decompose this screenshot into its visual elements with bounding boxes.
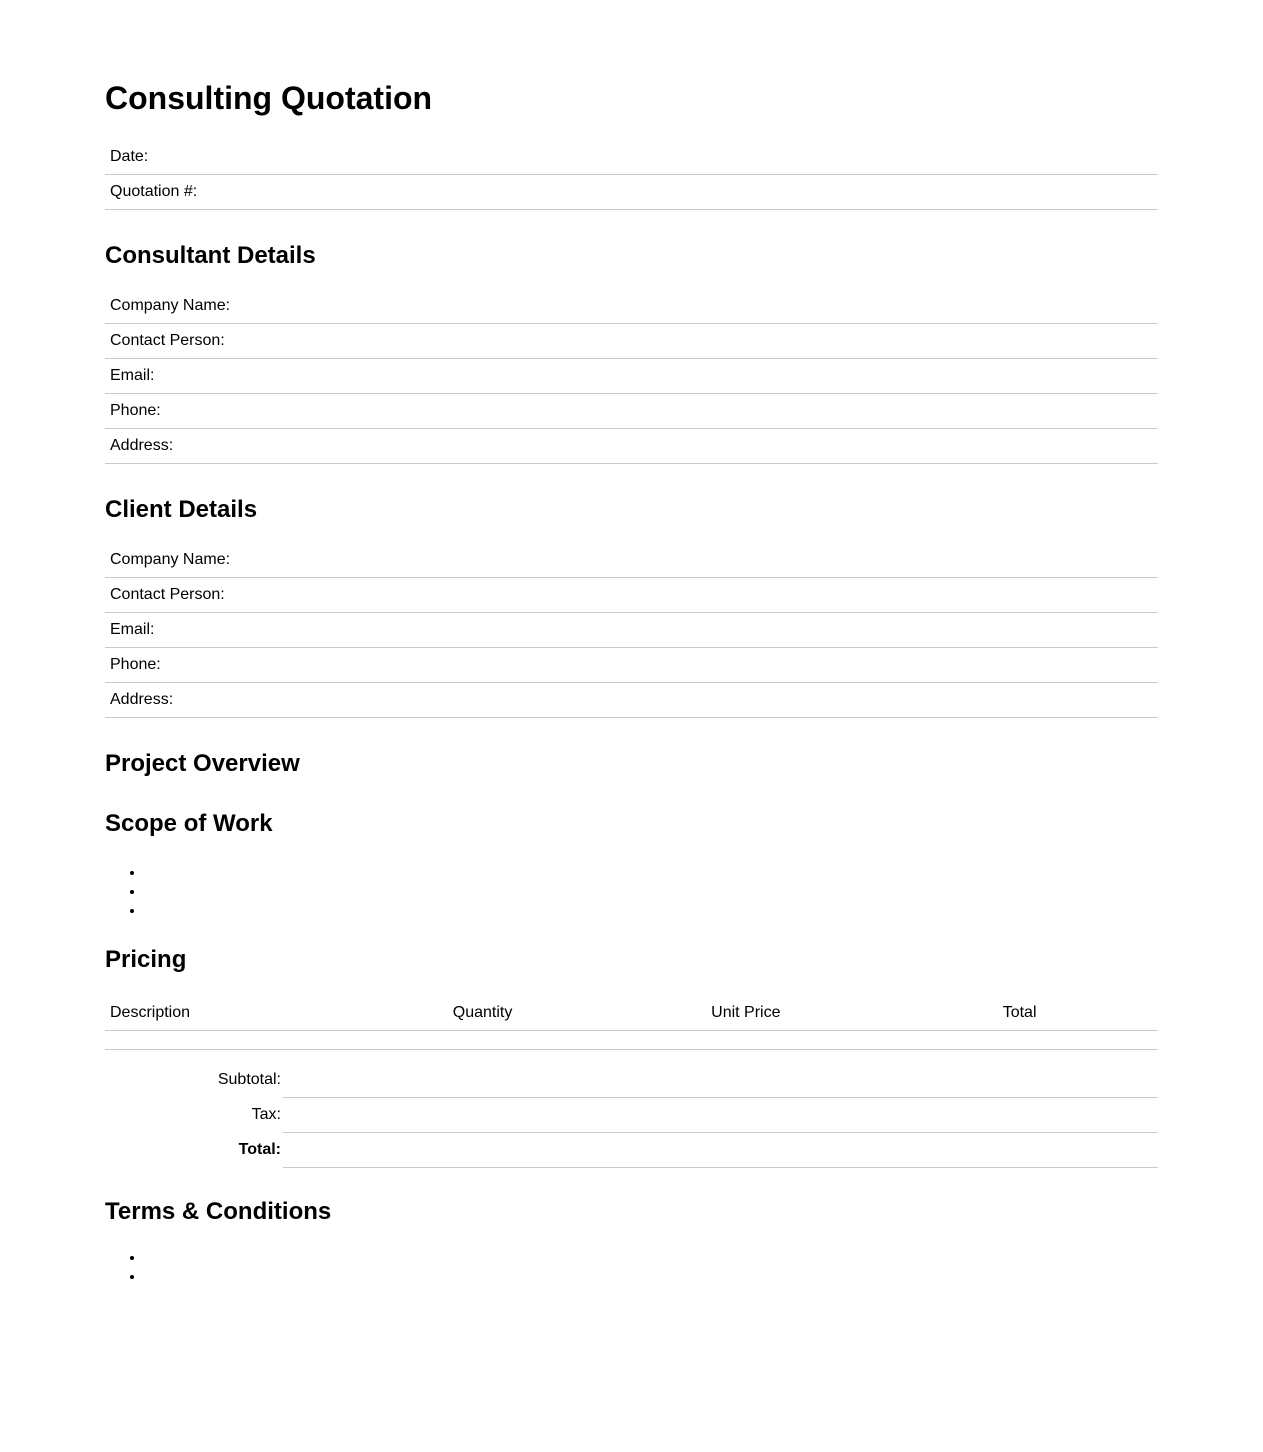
client-contact-person-label: Contact Person: bbox=[110, 586, 225, 603]
client-email-field[interactable] bbox=[105, 613, 1158, 648]
consultant-contact-person-field[interactable] bbox=[105, 324, 1158, 359]
pricing-column-description: Description bbox=[105, 996, 358, 1031]
consultant-address-row bbox=[105, 429, 1158, 464]
tax-value[interactable] bbox=[283, 1097, 1158, 1132]
client-contact-person-field[interactable] bbox=[105, 578, 1158, 613]
pricing-column-quantity: Quantity bbox=[358, 996, 611, 1031]
consultant-email-label: Email: bbox=[110, 367, 155, 384]
pricing-item-unit-price-cell[interactable] bbox=[610, 1031, 884, 1050]
pricing-column-total: Total bbox=[884, 996, 1158, 1031]
terms-item bbox=[145, 1248, 1158, 1267]
quotation-number-row bbox=[105, 175, 1158, 210]
quotation-number-label: Quotation #: bbox=[110, 183, 198, 200]
client-phone-row bbox=[105, 648, 1158, 683]
scope-item bbox=[145, 882, 1158, 901]
subtotal-label: Subtotal: bbox=[217, 1071, 281, 1088]
client-contact-person-row bbox=[105, 578, 1158, 613]
consultant-address-label: Address: bbox=[110, 437, 174, 454]
terms-list bbox=[105, 1248, 1158, 1286]
scope-item bbox=[145, 863, 1158, 882]
pricing-column-unit-price: Unit Price bbox=[610, 996, 884, 1031]
client-company-name-field[interactable] bbox=[105, 543, 1158, 578]
quotation-number-field[interactable] bbox=[105, 175, 1158, 210]
meta-fields-table bbox=[105, 140, 1158, 210]
subtotal-value[interactable] bbox=[283, 1062, 1158, 1097]
total-value[interactable] bbox=[283, 1132, 1158, 1167]
client-email-label: Email: bbox=[110, 621, 155, 638]
consultant-contact-person-row bbox=[105, 324, 1158, 359]
consultant-company-name-label: Company Name: bbox=[110, 297, 231, 314]
date-field[interactable] bbox=[105, 140, 1158, 175]
subtotal-row bbox=[105, 1062, 1158, 1097]
tax-row bbox=[105, 1097, 1158, 1132]
terms-item bbox=[145, 1267, 1158, 1286]
date-row bbox=[105, 140, 1158, 175]
scope-item bbox=[145, 901, 1158, 920]
consultant-email-row bbox=[105, 359, 1158, 394]
client-phone-label: Phone: bbox=[110, 656, 161, 673]
consultant-phone-label: Phone: bbox=[110, 402, 161, 419]
pricing-item-description-cell[interactable] bbox=[105, 1031, 358, 1050]
project-overview-heading: Project Overview bbox=[105, 750, 300, 777]
totals-table bbox=[105, 1062, 1158, 1168]
consultant-address-field[interactable] bbox=[105, 429, 1158, 464]
client-fields-table bbox=[105, 543, 1158, 718]
client-company-name-row bbox=[105, 543, 1158, 578]
consultant-company-name-row bbox=[105, 289, 1158, 324]
consultant-phone-field[interactable] bbox=[105, 394, 1158, 429]
total-label: Total: bbox=[238, 1141, 281, 1158]
tax-label: Tax: bbox=[251, 1106, 281, 1123]
date-label: Date: bbox=[110, 148, 149, 165]
consultant-contact-person-label: Contact Person: bbox=[110, 332, 225, 349]
pricing-table bbox=[105, 996, 1158, 1050]
scope-of-work-list bbox=[105, 863, 1158, 920]
pricing-heading: Pricing bbox=[105, 946, 187, 973]
consultant-fields-table bbox=[105, 289, 1158, 464]
scope-of-work-heading: Scope of Work bbox=[105, 810, 273, 837]
consultant-company-name-field[interactable] bbox=[105, 289, 1158, 324]
pricing-item-total-cell[interactable] bbox=[884, 1031, 1158, 1050]
pricing-item-row bbox=[105, 1031, 1158, 1050]
consultant-phone-row bbox=[105, 394, 1158, 429]
consultant-details-heading: Consultant Details bbox=[105, 242, 316, 269]
client-address-field[interactable] bbox=[105, 683, 1158, 718]
pricing-header-row bbox=[105, 996, 1158, 1031]
consultant-email-field[interactable] bbox=[105, 359, 1158, 394]
total-row bbox=[105, 1132, 1158, 1167]
page-title: Consulting Quotation bbox=[105, 80, 433, 116]
client-email-row bbox=[105, 613, 1158, 648]
client-details-heading: Client Details bbox=[105, 496, 258, 523]
terms-and-conditions-heading: Terms & Conditions bbox=[105, 1197, 332, 1225]
pricing-item-quantity-cell[interactable] bbox=[358, 1031, 611, 1050]
client-company-name-label: Company Name: bbox=[110, 551, 231, 568]
client-phone-field[interactable] bbox=[105, 648, 1158, 683]
client-address-label: Address: bbox=[110, 691, 174, 708]
client-address-row bbox=[105, 683, 1158, 718]
